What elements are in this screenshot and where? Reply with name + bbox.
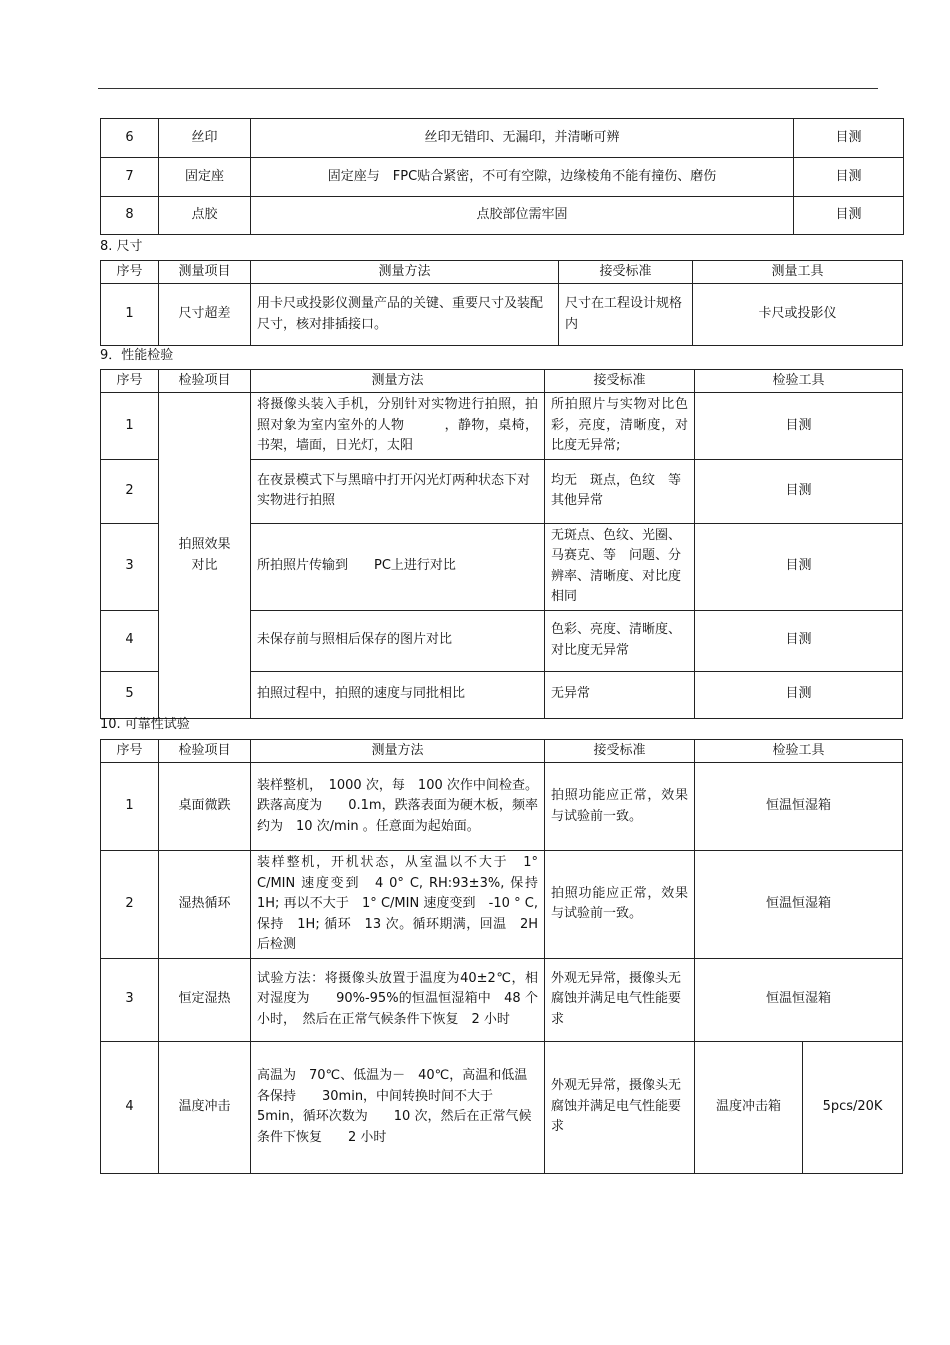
check-tool: 目测 bbox=[794, 119, 904, 158]
check-tool: 目测 bbox=[695, 393, 903, 460]
table-row bbox=[101, 197, 904, 235]
column-header: 接受标准 bbox=[559, 261, 693, 284]
check-tool: 目测 bbox=[695, 610, 903, 671]
table-row bbox=[101, 958, 903, 1041]
column-header: 序号 bbox=[101, 370, 159, 393]
column-header: 序号 bbox=[101, 740, 159, 763]
check-item: 点胶 bbox=[159, 197, 251, 235]
column-header: 测量方法 bbox=[251, 370, 545, 393]
check-method: 拍照过程中，拍照的速度与同批相比 bbox=[251, 671, 545, 718]
accept-standard: 均无 斑点，色纹 等其他异常 bbox=[545, 459, 695, 523]
column-header: 检验工具 bbox=[695, 740, 903, 763]
measure-tool: 卡尺或投影仪 bbox=[693, 284, 903, 346]
column-header: 接受标准 bbox=[545, 740, 695, 763]
check-item: 温度冲击 bbox=[159, 1041, 251, 1173]
table-row bbox=[101, 284, 903, 346]
check-method: 将摄像头装入手机，分别针对实物进行拍照，拍照对象为室内室外的人物 ，静物，桌椅，书架，墙面，日光灯，太阳 bbox=[251, 393, 545, 460]
check-item: 湿热循环 bbox=[159, 851, 251, 959]
row-number: 1 bbox=[101, 393, 159, 460]
check-tool: 目测 bbox=[695, 523, 903, 610]
accept-standard: 色彩、亮度、清晰度、对比度无异常 bbox=[545, 610, 695, 671]
performance-table bbox=[100, 369, 903, 719]
accept-standard: 无异常 bbox=[545, 671, 695, 718]
reliability-table bbox=[100, 739, 903, 1174]
row-number: 4 bbox=[101, 610, 159, 671]
column-header: 测量方法 bbox=[251, 261, 559, 284]
table-row bbox=[101, 851, 903, 959]
check-item: 桌面微跌 bbox=[159, 763, 251, 851]
column-header: 检验项目 bbox=[159, 370, 251, 393]
header-rule bbox=[98, 88, 878, 89]
measure-method: 用卡尺或投影仪测量产品的关键、重要尺寸及装配尺寸，核对排插接口。 bbox=[251, 284, 559, 346]
column-header: 检验工具 bbox=[695, 370, 903, 393]
column-header: 接受标准 bbox=[545, 370, 695, 393]
check-tool: 恒温恒湿箱 bbox=[695, 851, 903, 959]
check-tool: 目测 bbox=[794, 158, 904, 197]
check-item: 固定座 bbox=[159, 158, 251, 197]
check-tool: 恒温恒湿箱 bbox=[695, 958, 903, 1041]
row-number: 4 bbox=[101, 1041, 159, 1173]
accept-standard: 外观无异常，摄像头无腐蚀并满足电气性能要求 bbox=[545, 1041, 695, 1173]
check-tool: 温度冲击箱 bbox=[695, 1041, 803, 1173]
check-method: 在夜景模式下与黑暗中打开闪光灯两种状态下对实物进行拍照 bbox=[251, 459, 545, 523]
check-tool: 恒温恒湿箱 bbox=[695, 763, 903, 851]
dimension-table bbox=[100, 260, 903, 346]
table-header-row bbox=[101, 261, 903, 284]
column-header: 序号 bbox=[101, 261, 159, 284]
check-method: 试验方法：将摄像头放置于温度为40±2℃，相对湿度为 90%-95%的恒温恒湿箱中 48 个小时， 然后在正常气候条件下恢复 2 小时 bbox=[251, 958, 545, 1041]
accept-standard: 拍照功能应正常，效果与试验前一致。 bbox=[545, 851, 695, 959]
check-tool: 目测 bbox=[794, 197, 904, 235]
table-header-row bbox=[101, 740, 903, 763]
row-number: 1 bbox=[101, 284, 159, 346]
row-number: 5 bbox=[101, 671, 159, 718]
table-row bbox=[101, 393, 903, 460]
check-method: 装样整机，开机状态，从室温以不大于 1° C/MIN 速度变到 4 0° C, RH:93±3%, 保持 1H; 再以不大于 1° C/MIN 速度变到 -10 ° C, 保持 1H; 循环 13 次。循环期满，回温 2H 后检测 bbox=[251, 851, 545, 959]
check-method: 未保存前与照相后保存的图片对比 bbox=[251, 610, 545, 671]
accept-standard: 拍照功能应正常，效果与试验前一致。 bbox=[545, 763, 695, 851]
row-number: 8 bbox=[101, 197, 159, 235]
row-number: 2 bbox=[101, 851, 159, 959]
appearance-table bbox=[100, 118, 904, 235]
row-number: 3 bbox=[101, 523, 159, 610]
table-row bbox=[101, 763, 903, 851]
check-item: 恒定湿热 bbox=[159, 958, 251, 1041]
column-header: 检验项目 bbox=[159, 740, 251, 763]
table-row bbox=[101, 158, 904, 197]
column-header: 测量方法 bbox=[251, 740, 545, 763]
table-header-row bbox=[101, 370, 903, 393]
measure-item: 尺寸超差 bbox=[159, 284, 251, 346]
row-number: 7 bbox=[101, 158, 159, 197]
accept-standard: 无斑点、色纹、光圈、马赛克、等 问题、分辨率、清晰度、对比度相同 bbox=[545, 523, 695, 610]
row-number: 3 bbox=[101, 958, 159, 1041]
check-tool: 目测 bbox=[695, 671, 903, 718]
row-number: 1 bbox=[101, 763, 159, 851]
check-item: 丝印 bbox=[159, 119, 251, 158]
accept-standard: 尺寸在工程设计规格内 bbox=[559, 284, 693, 346]
section-9-title: 9．性能检验 bbox=[100, 348, 174, 363]
check-item bbox=[159, 393, 251, 719]
check-method: 固定座与 FPC贴合紧密，不可有空隙，边缘棱角不能有撞伤、磨伤 bbox=[251, 158, 794, 197]
check-tool: 目测 bbox=[695, 459, 903, 523]
check-method: 所拍照片传输到 PC上进行对比 bbox=[251, 523, 545, 610]
column-header: 测量项目 bbox=[159, 261, 251, 284]
check-method: 丝印无错印、无漏印，并清晰可辨 bbox=[251, 119, 794, 158]
table-row bbox=[101, 1041, 903, 1173]
column-header: 测量工具 bbox=[693, 261, 903, 284]
check-method: 高温为 70℃、低温为－ 40℃，高温和低温各保持 30min，中间转换时间不大于5min，循环次数为 10 次，然后在正常气候条件下恢复 2 小时 bbox=[251, 1041, 545, 1173]
check-method: 装样整机， 1000 次，每 100 次作中间检查。跌落高度为 0.1m，跌落表面为硬木板，频率约为 10 次/min 。任意面为起始面。 bbox=[251, 763, 545, 851]
section-8-title: 8. 尺寸 bbox=[100, 239, 143, 254]
table-row bbox=[101, 119, 904, 158]
accept-standard: 所拍照片与实物对比色彩，亮度，清晰度，对比度无异常; bbox=[545, 393, 695, 460]
accept-standard: 外观无异常，摄像头无腐蚀并满足电气性能要求 bbox=[545, 958, 695, 1041]
row-number: 6 bbox=[101, 119, 159, 158]
sample-spec: 5pcs/20K bbox=[803, 1041, 903, 1173]
check-method: 点胶部位需牢固 bbox=[251, 197, 794, 235]
section-10-title: 10. 可靠性试验 bbox=[100, 717, 190, 732]
row-number: 2 bbox=[101, 459, 159, 523]
check-item-label: 拍照效果对比 bbox=[178, 537, 231, 573]
